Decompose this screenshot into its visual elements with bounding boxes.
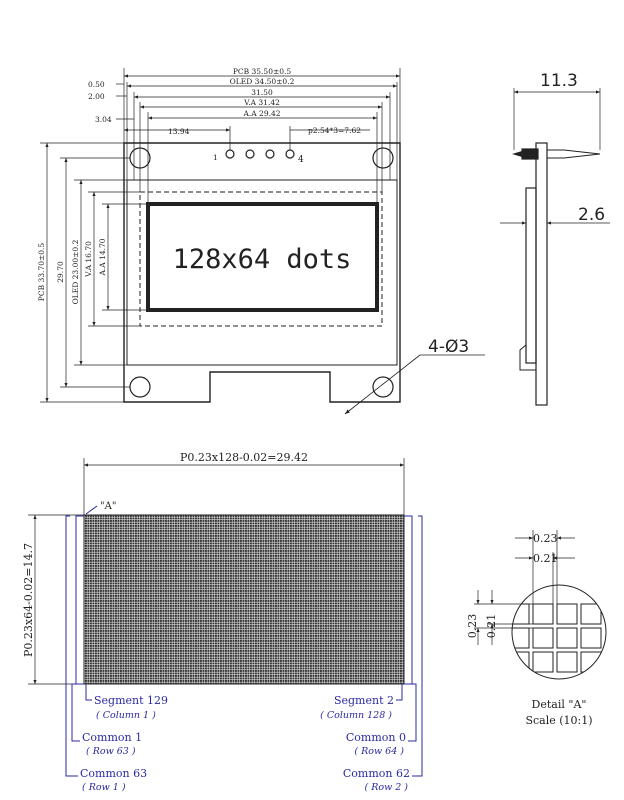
pixel-matrix — [84, 515, 404, 684]
dim-pcb-width: PCB 35.50±0.5 — [232, 67, 292, 76]
pin-1 — [226, 150, 234, 158]
label-common-62: Common 62 — [342, 767, 410, 780]
dim-31-50: 31.50 — [251, 88, 273, 97]
side-header — [522, 149, 538, 159]
dim-oled-width: OLED 34.50±0.2 — [229, 77, 295, 86]
dim-pcb-height: PCB 33.70±0.5 — [37, 242, 46, 302]
detail-dot-v: 0.21 — [485, 613, 498, 639]
detail-pitch-h: 0.23 — [533, 532, 558, 545]
label-common-63: Common 63 — [80, 767, 148, 780]
label-row-1: ( Row 1 ) — [82, 782, 126, 793]
dim-aa-width: A.A 29.42 — [243, 109, 281, 118]
holes-callout: 4-Ø3 — [428, 337, 470, 357]
detail-a-marker: "A" — [100, 501, 117, 512]
dim-width-formula: P0.23x128-0.02=29.42 — [179, 451, 309, 464]
side-bracket — [520, 345, 536, 370]
mount-hole-bl — [130, 377, 150, 397]
dim-height-formula: P0.23x64-0.02=14.7 — [22, 542, 35, 658]
label-common-1: Common 1 — [82, 731, 143, 744]
screen-resolution-text: 128x64 dots — [172, 244, 352, 275]
label-common-0: Common 0 — [345, 731, 406, 744]
dim-va-width: V.A 31.42 — [244, 98, 280, 107]
dim-depth: 11.3 — [540, 71, 578, 91]
label-column-1: ( Column 1 ) — [96, 710, 156, 721]
side-view-labels — [540, 71, 605, 225]
mount-hole-br — [373, 377, 393, 397]
side-glass — [526, 188, 536, 363]
detail-scale: Scale (10:1) — [525, 714, 593, 727]
pin-label-4: 4 — [298, 155, 304, 165]
label-row-63: ( Row 63 ) — [86, 746, 136, 757]
side-pin — [547, 150, 600, 158]
dim-0-50: 0.50 — [88, 80, 105, 89]
pin-2 — [246, 150, 254, 158]
pin-4 — [286, 150, 294, 158]
dim-thickness: 2.6 — [578, 205, 606, 225]
dim-2-00: 2.00 — [88, 92, 105, 101]
side-view — [500, 88, 610, 405]
side-pcb — [536, 143, 547, 405]
label-row-2: ( Row 2 ) — [364, 782, 408, 793]
pin-3 — [266, 150, 274, 158]
pixel-layout — [22, 451, 422, 793]
front-view-labels — [37, 67, 469, 357]
label-segment-129: Segment 129 — [94, 694, 169, 707]
dim-29-70: 29.70 — [56, 261, 65, 283]
detail-pitch-v: 0.23 — [466, 613, 479, 639]
dim-aa-height: A.A 14.70 — [98, 238, 107, 276]
dim-oled-height: OLED 23.00±0.2 — [71, 239, 80, 305]
label-segment-2: Segment 2 — [333, 694, 394, 707]
detail-dot-h: 0.21 — [533, 552, 558, 565]
label-row-64: ( Row 64 ) — [354, 746, 404, 757]
dim-3-04: 3.04 — [95, 115, 112, 124]
label-column-128: ( Column 128 ) — [320, 710, 392, 721]
pin-label-1: 1 — [213, 153, 218, 162]
dim-va-height: V.A 16.70 — [84, 241, 93, 277]
detail-title: Detail "A" — [531, 698, 587, 711]
dim-13-94: 13.94 — [168, 127, 190, 136]
detail-a — [466, 530, 606, 727]
dim-pitch: p2.54*3=7.62 — [308, 126, 362, 135]
detail-circle — [512, 585, 606, 679]
